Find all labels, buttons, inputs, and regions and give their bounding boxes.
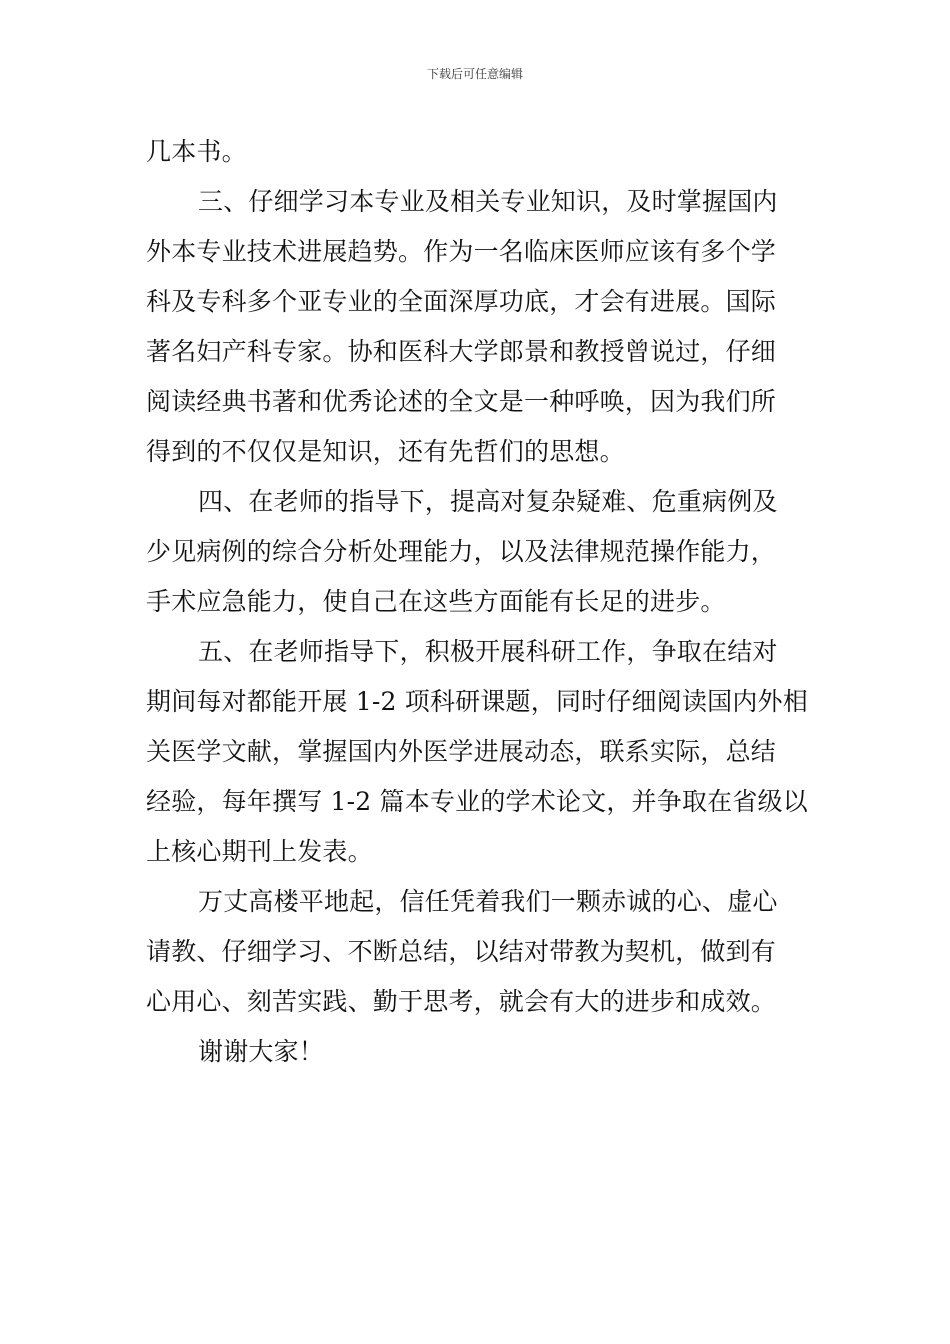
text-line: 少见病例的综合分析处理能力，以及法律规范操作能力， xyxy=(146,537,777,566)
text-line: 期间每对都能开展 1-2 项科研课题，同时仔细阅读国内外相 xyxy=(146,687,808,716)
text-line: 请教、仔细学习、不断总结，以结对带教为契机，做到有 xyxy=(146,937,777,966)
text-line: 经验，每年撰写 1-2 篇本专业的学术论文，并争取在省级以 xyxy=(146,787,808,816)
text-line: 心用心、刻苦实践、勤于思考，就会有大的进步和成效。 xyxy=(146,987,777,1016)
text-line: 四、在老师的指导下，提高对复杂疑难、危重病例及 xyxy=(198,487,778,516)
text-line: 万丈高楼平地起，信任凭着我们一颗赤诚的心、虚心 xyxy=(198,887,778,916)
text-line: 谢谢大家！ xyxy=(198,1037,325,1066)
text-line: 手术应急能力，使自己在这些方面能有长足的进步。 xyxy=(146,587,726,616)
text-line: 外本专业技术进展趋势。作为一名临床医师应该有多个学 xyxy=(146,237,777,266)
text-line: 著名妇产科专家。协和医科大学郎景和教授曾说过，仔细 xyxy=(146,337,777,366)
body-text xyxy=(146,127,810,1077)
text-line: 几本书。 xyxy=(146,137,247,166)
text-line: 科及专科多个亚专业的全面深厚功底，才会有进展。国际 xyxy=(146,287,777,316)
text-line: 阅读经典书著和优秀论述的全文是一种呼唤，因为我们所 xyxy=(146,387,777,416)
text-line: 得到的不仅仅是知识，还有先哲们的思想。 xyxy=(146,437,625,466)
page-header: 下载后可任意编辑 xyxy=(426,67,523,81)
text-line: 五、在老师指导下，积极开展科研工作，争取在结对 xyxy=(198,637,778,666)
text-line: 上核心期刊上发表。 xyxy=(146,837,373,866)
text-line: 关医学文献，掌握国内外医学进展动态，联系实际，总结 xyxy=(146,737,777,766)
text-line: 三、仔细学习本专业及相关专业知识，及时掌握国内 xyxy=(198,187,778,216)
